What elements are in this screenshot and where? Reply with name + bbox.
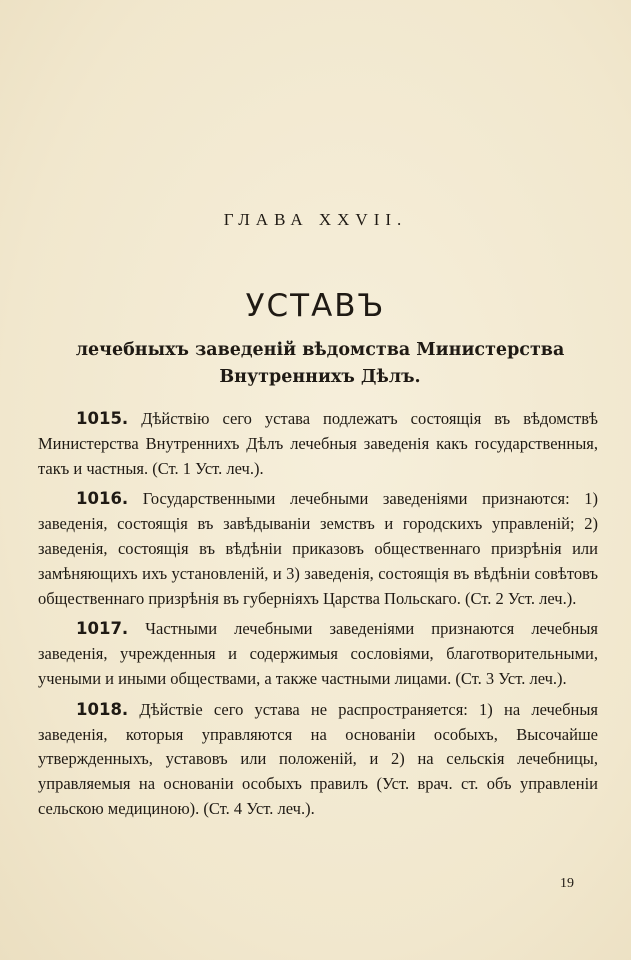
statute-subtitle xyxy=(40,337,600,391)
statute-title: УСТАВЪ xyxy=(245,288,386,324)
article-number: 1015. xyxy=(76,409,129,428)
article-text: Дѣйствію сего устава подлежатъ состоящія въ вѣдомствѣ Министерства Внутреннихъ Дѣлъ лечебныя заведенія какъ государственныя, такъ и частныя. (Ст. 1 Уст. леч.). xyxy=(38,409,599,478)
subtitle-line: Внутреннихъ Дѣлъ. xyxy=(219,367,421,387)
subtitle-line: лечебныхъ заведеній вѣдомства Министерства xyxy=(75,340,565,360)
chapter-heading: ГЛАВА XXVII. xyxy=(223,210,408,229)
article-1015 xyxy=(38,407,598,481)
article-1017 xyxy=(38,617,598,691)
article-1016 xyxy=(38,487,598,611)
article-1018 xyxy=(38,698,598,822)
article-number: 1017. xyxy=(76,619,129,639)
article-number: 1018. xyxy=(76,699,129,719)
article-number: 1016. xyxy=(76,489,129,509)
article-text: Государственными лечебными заведеніями признаются: 1) заведенія, состоящія въ завѣдываніи земствъ и городскихъ управленій; 2) заведенія, состоящія въ вѣдѣніи приказовъ общественнаго призрѣнія или замѣняющихъ ихъ установленій, и 3) заведенія, состоящія въ вѣдѣніи совѣтовъ общественнаго призрѣнія въ губерніяхъ Царства Польскаго. (Ст. 2 Уст. леч.). xyxy=(38,489,599,608)
page-number: 19 xyxy=(560,876,574,891)
statute-body xyxy=(38,407,598,828)
article-text: Дѣйствіе сего устава не распространяется: 1) на лечебныя заведенія, которыя управляются на основаніи особыхъ, Высочайше утвержденныхъ, уставовъ или положеній, и 2) на сельскія лечебницы, управляемыя на основаніи особыхъ правилъ (Уст. врач. ст. объ управленіи сельскою медициною). (Ст. 4 Уст. леч.). xyxy=(38,699,599,818)
article-text: Частными лечебными заведеніями признаются лечебныя заведенія, учрежденныя и содержимыя сословіями, благотворительными, учеными и иными обществами, а также частными лицами. (Ст. 3 Уст. леч.). xyxy=(38,619,598,688)
